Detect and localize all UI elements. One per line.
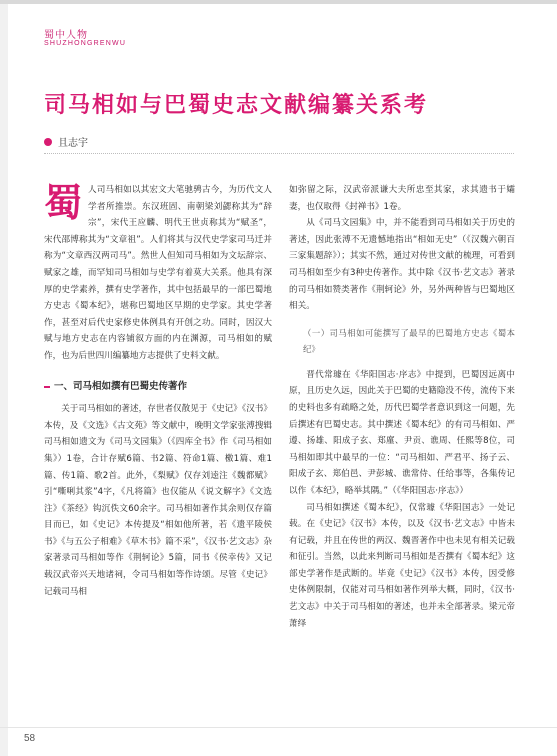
paragraph: 关于司马相如的著述，存世者仅散见于《史记》《汉书》本传，及《文选》《古文苑》等文献中，晚明文学家张溥搜辑司马相如遗文为《司马文园集》（《四库全书》作《司马相如集》）1卷，合计存赋6篇、书2篇、符命1篇、檄1篇、难1篇、传1篇、歌2首。此外，《梨赋》仅存刘逵注《魏都赋》引“嘶唎其浆”4字，《凡将篇》也仅能从《说文解字》《文选注》《茶经》钩沉佚文60余字。司马相如著作其余则仅存篇目而已，如《史记》本传提及“相如他所著，若《遗平陵侯书》《与五公子相难》《草木书》篇不采”，《汉书·艺文志》杂家著录司马相如等作《荆轲论》5篇，同书《侯幸传》又记载汉武帝兴天地诸祠，令司马相如等作诗颂。尽管《史记》记载司马相 (44, 404, 272, 597)
left-margin-band (0, 4, 8, 756)
drop-cap: 蜀 (44, 181, 83, 225)
top-rule (0, 0, 557, 4)
bullet-icon (44, 138, 52, 146)
dotted-divider (44, 153, 514, 154)
section-name-pinyin: SHUZHONGRENWU (44, 40, 127, 47)
footer-rule (0, 727, 557, 728)
text-column-right (289, 182, 515, 632)
paragraph: 从《司马文园集》中，并不能看到司马相如关于历史的著述，因此张溥不无遗憾地指出“相如无史”（《汉魏六朝百三家集题辞》）；其实不然，通过对传世文献的梳理，可看到司马相如至少有3种史传著作。其中除《汉书·艺文志》著录的司马相如赞类著作《荆轲论》外，另外两种皆与巴蜀地区相关。 (289, 218, 515, 312)
section-heading-text: 一、司马相如撰有巴蜀史传著作 (54, 380, 188, 392)
subsection-heading: （一）司马相如可能撰写了最早的巴蜀地方史志《蜀本纪》 (303, 327, 515, 354)
paragraph: 晋代常璩在《华阳国志·序志》中提到，巴蜀因远离中原，且历史久远，因此关于巴蜀的史籍隐没不传，流传下来的史料也多有疏略之处，历代巴蜀学者意识到这一问题，先后撰述有巴蜀史志。其中撰述《蜀本纪》的有司马相如、严遵、扬雄、阳成子玄、郑廑、尹贡、谯周、任熙等8位，司马相如即其中最早的一位：“司马相如、严君平、扬子云、阳成子玄、郑伯邑、尹彭城、谯常侍、任给事等，各集传记以作《本纪》，略举其隅。”（《华阳国志·序志》） (289, 369, 515, 496)
section-heading (44, 379, 272, 396)
author-name: 且志宇 (58, 138, 88, 149)
text-column-left (44, 182, 272, 600)
section-name: 蜀中人物 (44, 30, 88, 41)
paragraph (44, 182, 272, 365)
author-row (44, 134, 88, 149)
paragraph: 如弥留之际，汉武帝派谦大夫所忠至其家，求其遗书于孀妻，也仅取得《封禅书》1卷。 (289, 185, 515, 212)
article-title: 司马相如与巴蜀史志文献编纂关系考 (44, 93, 429, 118)
dash-icon (44, 386, 50, 388)
paragraph: 司马相如撰述《蜀本纪》，仅常璩《华阳国志》一处记载。在《史记》《汉书》本传，以及《汉书·艺文志》中皆未有记载，并且在传世的两汉、魏晋著作中也未见有相关记载和征引。当然，以此来判断司马相如是否撰有《蜀本纪》这部史学著作是武断的。毕竟《史记》《汉书》本传，因受修史体例限制，仅能对司马相如著作列举大概，同时，《汉书·艺文志》中关于司马相如的著述，也并未全部著录。梁元帝萧绎 (289, 502, 515, 629)
paragraph-text: 人司马相如以其宏文大笔驰骋古今，为历代文人学者所推崇。东汉班固、南朝梁刘勰称其为“辞宗”，宋代王应麟、明代王世贞称其为“赋圣”，宋代邵博称其为“文章祖”。人们将其与汉代史学家司马迁并称为“文章西汉两司马”。然世人但知司马相如为文坛辞宗、赋家之雄，而罕知司马相如与史学有着莫大关系。他具有深厚的史学素养，撰有史学著作，其中包括最早的一部巴蜀地方史志《蜀本纪》，堪称巴蜀地区早期的史学家。其史学著作，甚至对后代史家修史体例具有开创之功。同时，因汉大赋与地方史志在内容铺叙方面的内在渊源，司马相如的赋作，也为后世四川编纂地方志提供了史料文献。 (44, 185, 272, 361)
page-number: 58 (24, 733, 36, 744)
